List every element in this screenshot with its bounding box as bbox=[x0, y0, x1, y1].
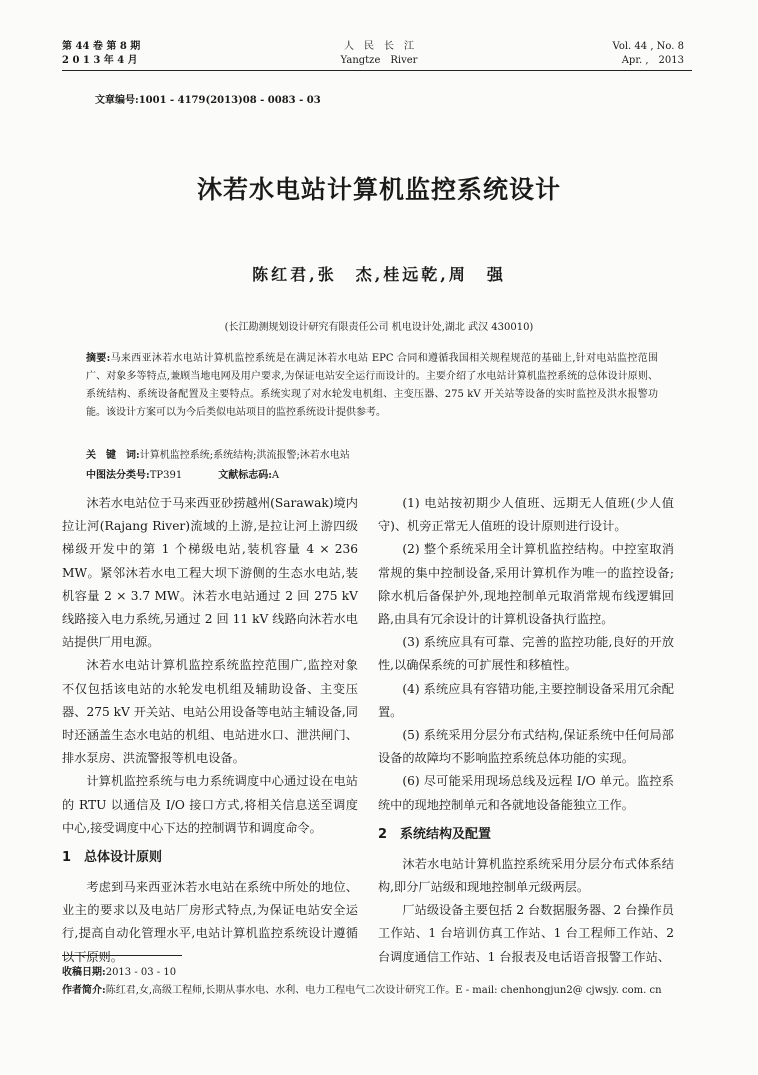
section-number-2: 2 bbox=[378, 826, 388, 842]
received-value: 2013 - 03 - 10 bbox=[105, 967, 177, 978]
article-number: 文章编号:1001 - 4179(2013)08 - 0083 - 03 bbox=[95, 95, 321, 106]
doc-code: A bbox=[271, 470, 280, 481]
author-bio-label: 作者简介: bbox=[62, 985, 106, 996]
section2-paragraph-2: 厂站级设备主要包括 2 台数据服务器、2 台操作员工作站、1 台培训仿真工作站、1 台工程师工作站、2 台调度通信工作站、1 台报表及电话语音报警工作站、 bbox=[378, 903, 674, 964]
keywords-text: 计算机监控系统;系统结构;洪流报警;沐若水电站 bbox=[139, 450, 350, 461]
journal-name-cn: 人 民 长 江 bbox=[344, 41, 414, 52]
section-title-1: 总体设计原则 bbox=[84, 850, 163, 866]
intro-paragraph-3: 计算机监控系统与电力系统调度中心通过设在电站的 RTU 以通信及 I/O 接口方式,将相关信息送至调度中心,接受调度中心下达的控制调节和调度命令。 bbox=[62, 774, 358, 835]
affiliation: (长江勘测规划设计研究有限责任公司 机电设计处,湖北 武汉 430010) bbox=[224, 322, 534, 333]
principle-item-1: (1) 电站按初期少人值班、远期无人值班(少人值守)、机旁正常无人值班的设计原则进行设计。 bbox=[378, 496, 674, 534]
keywords bbox=[86, 446, 658, 461]
intro-paragraph-1: 沐若水电站位于马来西亚砂捞越州(Sarawak)境内拉让河(Rajang River)流域的上游,是拉让河上游四级梯级开发中的第 1 个梯级电站,装机容量 4 × 236 MW。紧邻沐若水电工程大坝下游侧的生态水电站,装机容量 2 × 3.7 MW。沐若水电站通过 2 回 275 kV 线路接入电力系统,另通过 2 回 11 kV 线路向沐若水电站提供厂用电源。 bbox=[62, 496, 358, 650]
volume-issue-en: Vol. 44 , No. 8 bbox=[612, 41, 684, 52]
journal-name-en: Yangtze River bbox=[340, 55, 418, 66]
volume-issue: 第 44 卷 第 8 期 bbox=[62, 41, 141, 52]
publication-date-en: Apr. , 2013 bbox=[621, 55, 684, 66]
footnote-rule bbox=[62, 955, 182, 956]
clc-label: 中图法分类号: bbox=[86, 470, 150, 481]
received-date bbox=[62, 964, 702, 982]
principle-item-3: (3) 系统应具有可靠、完善的监控功能,良好的开放性,以确保系统的可扩展性和移植性。 bbox=[378, 635, 674, 673]
abstract bbox=[86, 350, 658, 422]
classification bbox=[86, 466, 658, 481]
section2-paragraph-1: 沐若水电站计算机监控系统采用分层分布式体系结构,即分厂站级和现地控制单元级两层。 bbox=[378, 856, 674, 895]
left-column bbox=[62, 492, 358, 969]
right-column bbox=[378, 492, 674, 969]
principle-item-5: (5) 系统采用分层分布式结构,保证系统中任何局部设备的故障均不影响监控系统总体功能的实现。 bbox=[378, 728, 674, 766]
publication-date: 2 0 1 3 年 4 月 bbox=[62, 55, 138, 66]
author-bio bbox=[62, 982, 702, 1000]
clc-code: TP391 bbox=[149, 470, 183, 481]
section-number-1: 1 bbox=[62, 850, 72, 866]
section-heading-1 bbox=[62, 843, 358, 873]
journal-volume-info-en bbox=[613, 40, 684, 68]
paper-title: 沐若水电站计算机监控系统设计 bbox=[196, 175, 561, 204]
abstract-label: 摘要: bbox=[86, 353, 111, 364]
intro-paragraph-2: 沐若水电站计算机监控系统监控范围广,监控对象不仅包括该电站的水轮发电机组及辅助设备、主变压器、275 kV 开关站、电站公用设备等电站主辅设备,同时还涵盖生态水电站的机组、电站进水口、泄洪闸门、排水泵房、洪流警报等机电设备。 bbox=[62, 658, 358, 766]
keywords-label: 关 键 词: bbox=[86, 450, 140, 461]
principle-item-6: (6) 尽可能采用现场总线及远程 I/O 单元。监控系统中的现地控制单元和各就地设备能独立工作。 bbox=[378, 774, 674, 812]
principle-item-4: (4) 系统应具有容错功能,主要控制设备采用冗余配置。 bbox=[378, 681, 674, 719]
received-label: 收稿日期: bbox=[62, 967, 106, 978]
author-bio-text: 陈红君,女,高级工程师,长期从事水电、水利、电力工程电气二次设计研究工作。E - mail: chenhongjun2@ cjwsjy. com. cn bbox=[105, 985, 662, 996]
principle-item-2: (2) 整个系统采用全计算机监控结构。中控室取消常规的集中控制设备,采用计算机作为唯一的监控设备;除水机后备保护外,现地控制单元取消常规布线逻辑回路,由具有冗余设计的计算机设备执行监控。 bbox=[378, 542, 674, 627]
header-rule bbox=[62, 70, 692, 71]
abstract-text: 马来西亚沐若水电站计算机监控系统是在满足沐若水电站 EPC 合同和遵循我国相关规程规范的基础上,针对电站监控范围广、对象多等特点,兼顾当地电网及用户要求,为保证电站安全运行而设计的。主要介绍了水电站计算机监控系统的总体设计原则、系统结构、系统设备配置及主要特点。系统实现了对水轮发电机组、主变压器、275 kV 开关站等设备的实时监控及洪水报警功能。该设计方案可以为今后类似电站项目的监控系统设计提供参考。 bbox=[86, 353, 658, 418]
section1-paragraph: 考虑到马来西亚沐若水电站在系统中所处的地位、业主的要求以及电站厂房形式特点,为保证电站安全运行,提高自动化管理水平,电站计算机监控系统设计遵循以下原则。 bbox=[62, 880, 358, 964]
footnote bbox=[62, 964, 702, 1000]
doc-code-label: 文献标志码: bbox=[218, 470, 272, 481]
author-list: 陈红君,张 杰,桂远乾,周 强 bbox=[252, 265, 506, 284]
section-title-2: 系统结构及配置 bbox=[400, 826, 492, 842]
section-heading-2 bbox=[378, 820, 674, 850]
